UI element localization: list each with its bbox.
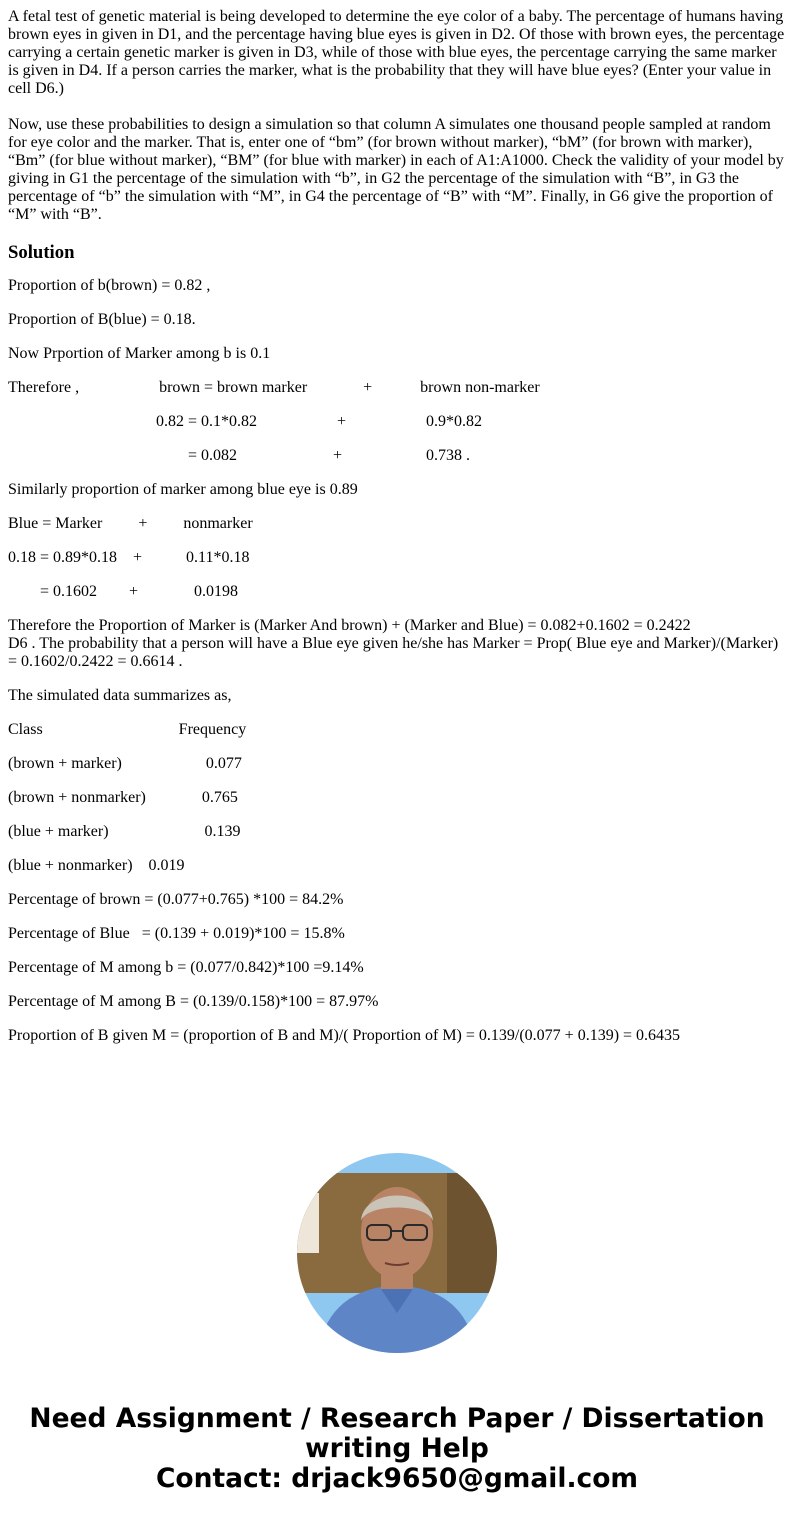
solution-line: Therefore , brown = brown marker + brown non-marker bbox=[8, 379, 540, 396]
solution-line: Blue = Marker + nonmarker bbox=[8, 515, 253, 532]
solution-line: The simulated data summarizes as, bbox=[8, 687, 232, 704]
solution-line: Now Prportion of Marker among b is 0.1 bbox=[8, 345, 271, 362]
solution-line: Percentage of M among B = (0.139/0.158)*100 = 87.97% bbox=[8, 993, 379, 1010]
solution-line: = 0.1602 + 0.0198 bbox=[8, 583, 239, 600]
solution-line: Percentage of Blue = (0.139 + 0.019)*100 = 15.8% bbox=[8, 925, 345, 942]
solution-line: D6 . The probability that a person will have a Blue eye given he/she has Marker = Prop( Blue eye and Marker)/(Marker) = 0.1602/0.2422 = 0.6614 . bbox=[8, 635, 779, 670]
solution-line: Therefore the Proportion of Marker is (Marker And brown) + (Marker and Blue) = 0.082+0.1602 = 0.2422 bbox=[8, 617, 691, 634]
footer-line: Need Assignment / Research Paper / Dissertation bbox=[29, 1403, 765, 1434]
solution-line: (blue + marker) 0.139 bbox=[8, 823, 241, 840]
solution-line: Similarly proportion of marker among blue eye is 0.89 bbox=[8, 481, 358, 498]
author-avatar bbox=[297, 1153, 497, 1353]
footer-banner bbox=[0, 1404, 794, 1494]
question-paragraph-1: A fetal test of genetic material is being developed to determine the eye color of a baby. The percentage of humans having brown eyes in given in D1, and the percentage having blue eyes is given in D2. Of those with brown eyes, the percentage carrying a certain genetic marker is given in D3, while of those with blue eyes, the percentage carrying the same marker is given in D4. If a person carries the marker, what is the probability that they will have blue eyes? (Enter your value in cell D6.) bbox=[8, 8, 785, 97]
solution-line: 0.18 = 0.89*0.18 + 0.11*0.18 bbox=[8, 549, 250, 566]
author-portrait-image bbox=[297, 1153, 497, 1353]
solution-body bbox=[8, 277, 786, 1045]
solution-line: Proportion of b(brown) = 0.82 , bbox=[8, 277, 211, 294]
solution-line: Percentage of brown = (0.077+0.765) *100 = 84.2% bbox=[8, 891, 344, 908]
solution-line: Proportion of B(blue) = 0.18. bbox=[8, 311, 196, 328]
solution-heading: Solution bbox=[8, 242, 75, 263]
solution-line: (blue + nonmarker) 0.019 bbox=[8, 857, 185, 874]
document-body bbox=[8, 8, 786, 1045]
footer-contact: Contact: drjack9650@gmail.com bbox=[155, 1463, 639, 1494]
solution-line: 0.82 = 0.1*0.82 + 0.9*0.82 bbox=[8, 413, 483, 430]
solution-line: = 0.082 + 0.738 . bbox=[8, 447, 471, 464]
solution-line: (brown + nonmarker) 0.765 bbox=[8, 789, 238, 806]
solution-line: Percentage of M among b = (0.077/0.842)*100 =9.14% bbox=[8, 959, 364, 976]
solution-line: (brown + marker) 0.077 bbox=[8, 755, 242, 772]
footer-line: writing Help bbox=[305, 1433, 489, 1464]
solution-line: Class Frequency bbox=[8, 721, 247, 738]
solution-line: Proportion of B given M = (proportion of B and M)/( Proportion of M) = 0.139/(0.077 + 0.139) = 0.6435 bbox=[8, 1027, 681, 1044]
question-paragraph-2: Now, use these probabilities to design a simulation so that column A simulates one thousand people sampled at random for eye color and the marker. That is, enter one of “bm” (for brown without marker), “bM” (for brown with marker), “Bm” (for blue without marker), “BM” (for blue with marker) in each of A1:A1000. Check the validity of your model by giving in G1 the percentage of the simulation with “b”, in G2 the percentage of the simulation with “B”, in G3 the percentage of “b” the simulation with “M”, in G4 the percentage of “B” with “M”. Finally, in G6 give the proportion of “M” with “B”. bbox=[8, 116, 784, 223]
